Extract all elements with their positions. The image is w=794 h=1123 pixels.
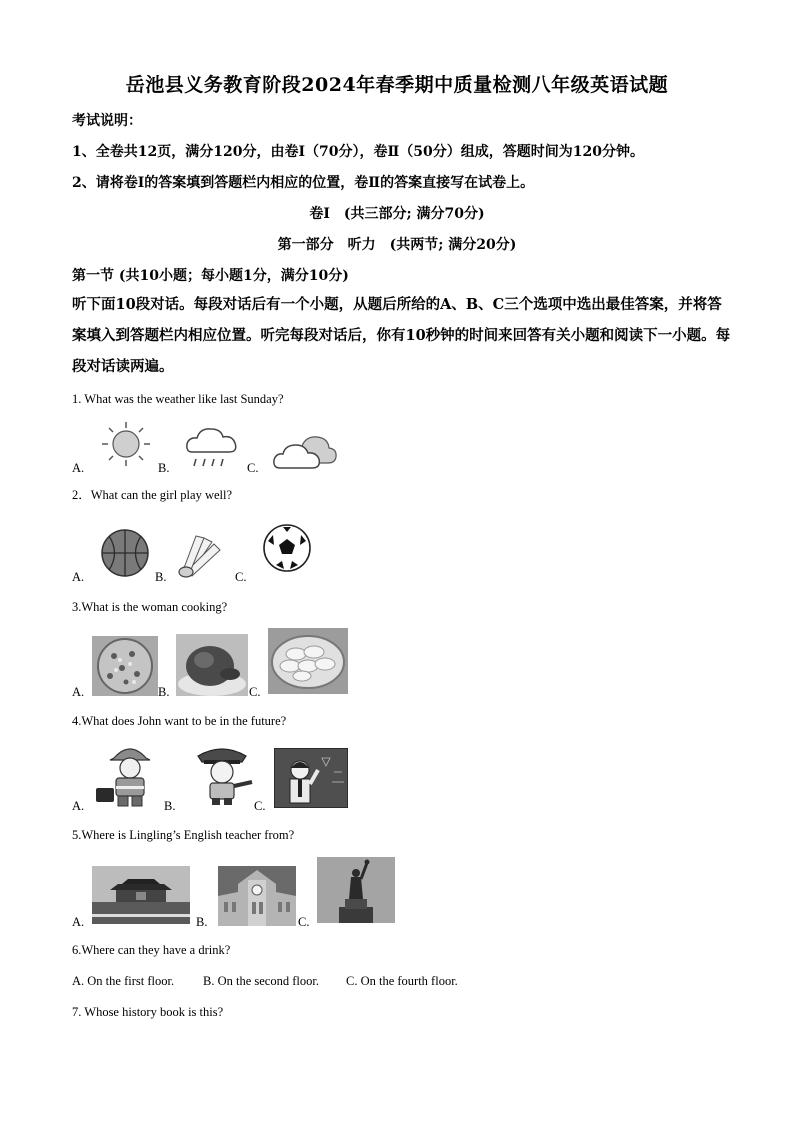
- instructions-heading: 考试说明：: [72, 113, 142, 129]
- q4-option-a: A.: [72, 799, 85, 813]
- cloudy-icon: [272, 432, 340, 476]
- statue-of-liberty-photo: [317, 857, 395, 923]
- q2-option-b: B.: [155, 570, 167, 584]
- q5-option-a: A.: [72, 915, 85, 929]
- firefighter-picture: [94, 742, 166, 812]
- section-1-directions: 听下面10段对话。每段对话后有一个小题，从题后所给的A、B、C三个选项中选出最佳答案，并将答案填入到答题栏内相应位置。听完每段对话后，你有10秒钟的时间来回答有关小题和阅读下一小题。每段对话读两遍。: [72, 296, 731, 375]
- q4-option-b: B.: [164, 799, 176, 813]
- rain-cloud-icon: [184, 422, 240, 476]
- tiananmen-photo: [92, 866, 190, 924]
- teacher-picture: [274, 748, 348, 812]
- q2-option-c: C.: [235, 570, 247, 584]
- q3-option-c: C.: [249, 685, 261, 699]
- q4-option-c: C.: [254, 799, 266, 813]
- q1-option-a: A.: [72, 461, 85, 475]
- question-2: 2．What can the girl play well?: [72, 488, 233, 502]
- question-1: 1. What was the weather like last Sunday?: [72, 392, 284, 406]
- big-ben-photo: [218, 866, 296, 926]
- basketball-icon: [100, 528, 150, 582]
- question-7: 7. Whose history book is this?: [72, 1005, 224, 1019]
- question-4: 4.What does John want to be in the future?: [72, 714, 287, 728]
- q5-option-c: C.: [298, 915, 310, 929]
- policeman-picture: [186, 742, 258, 810]
- question-5: 5.Where is Lingling’s English teacher from?: [72, 828, 295, 842]
- part-1-heading: 第一部分 听力 (共两节; 满分20分): [277, 237, 517, 253]
- q5-option-b: B.: [196, 915, 208, 929]
- q6-option-a: A. On the first floor.: [72, 974, 175, 988]
- q3-option-a: A.: [72, 685, 85, 699]
- soccer-ball-icon: [262, 523, 312, 577]
- q6-option-c: C. On the fourth floor.: [346, 974, 458, 988]
- dumplings-photo: [268, 628, 348, 694]
- q1-option-b: B.: [158, 461, 170, 475]
- pizza-photo: [92, 636, 158, 696]
- section-1-heading: 第一节 (共10小题；每小题1分，满分10分): [72, 268, 349, 284]
- instructions-item-2: 2、请将卷Ⅰ的答案填到答题栏内相应的位置，卷Ⅱ的答案直接写在试卷上。: [72, 175, 535, 191]
- question-3: 3.What is the woman cooking?: [72, 600, 228, 614]
- q3-option-b: B.: [158, 685, 170, 699]
- exam-title: 岳池县义务教育阶段2024年春季期中质量检测八年级英语试题: [125, 74, 669, 96]
- roast-chicken-photo: [176, 634, 248, 696]
- volume-1-heading: 卷Ⅰ (共三部分; 满分70分): [309, 206, 485, 222]
- instructions-item-1: 1、全卷共12页，满分120分，由卷Ⅰ（70分），卷Ⅱ（50分）组成，答题时间为120分钟。: [72, 144, 644, 160]
- q1-option-c: C.: [247, 461, 259, 475]
- q6-option-b: B. On the second floor.: [203, 974, 319, 988]
- question-6: 6.Where can they have a drink?: [72, 943, 231, 957]
- shuttlecock-icon: [176, 532, 234, 582]
- sun-icon: [96, 420, 156, 472]
- q2-option-a: A.: [72, 570, 85, 584]
